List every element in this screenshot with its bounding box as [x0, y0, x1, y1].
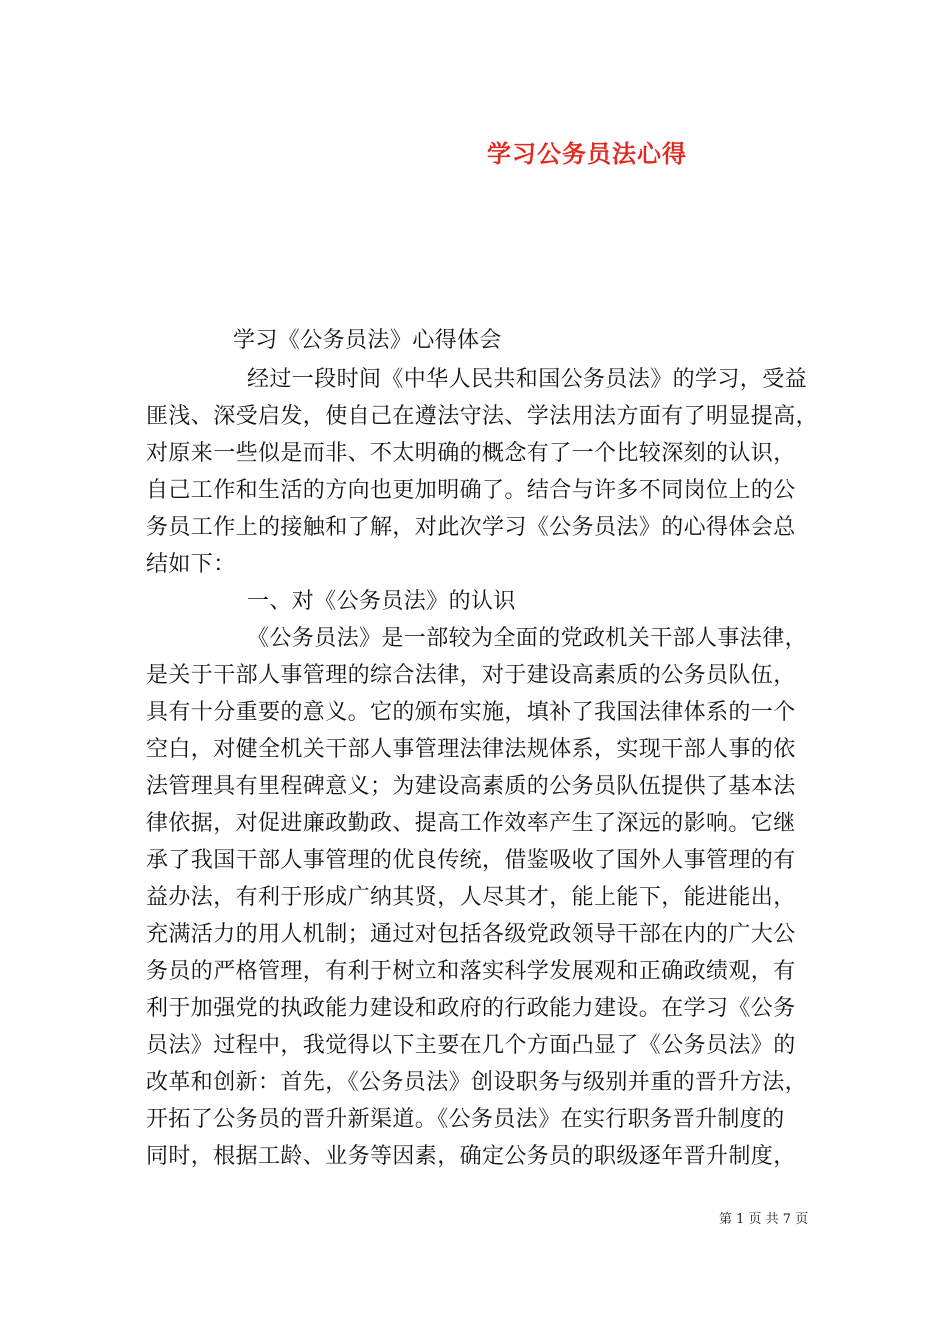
paragraph-line: 员法》过程中，我觉得以下主要在几个方面凸显了《公务员法》的 [146, 1033, 796, 1058]
paragraph-line: 空白，对健全机关干部人事管理法律法规体系，实现干部人事的依 [146, 737, 796, 762]
page-number: 第 1 页 共 7 页 [719, 1212, 809, 1227]
paragraph-line: 法管理具有里程碑意义；为建设高素质的公务员队伍提供了基本法 [146, 774, 796, 799]
paragraph-line: 务员的严格管理，有利于树立和落实科学发展观和正确政绩观，有 [146, 959, 796, 984]
paragraph-line: 改革和创新：首先，《公务员法》创设职务与级别并重的晋升方法， [146, 1070, 808, 1095]
paragraph-line: 律依据，对促进廉政勤政、提高工作效率产生了深远的影响。它继 [146, 811, 796, 836]
paragraph-line: 开拓了公务员的晋升新渠道。《公务员法》在实行职务晋升制度的 [146, 1107, 785, 1132]
paragraph-line: 结如下： [146, 552, 236, 577]
section-heading: 一、对《公务员法》的认识 [247, 589, 516, 614]
document-title: 学习公务员法心得 [487, 139, 687, 168]
paragraph-line: 经过一段时间《中华人民共和国公务员法》的学习，受益 [247, 367, 808, 392]
paragraph-line: 《公务员法》是一部较为全面的党政机关干部人事法律， [247, 626, 808, 651]
paragraph-line: 匪浅、深受启发，使自己在遵法守法、学法用法方面有了明显提高， [146, 404, 819, 429]
paragraph-line: 务员工作上的接触和了解，对此次学习《公务员法》的心得体会总 [146, 515, 796, 540]
paragraph-line: 对原来一些似是而非、不太明确的概念有了一个比较深刻的认识， [146, 441, 796, 466]
paragraph-line: 益办法，有利于形成广纳其贤，人尽其才，能上能下，能进能出， [146, 885, 796, 910]
paragraph-line: 承了我国干部人事管理的优良传统，借鉴吸收了国外人事管理的有 [146, 848, 796, 873]
paragraph-line: 充满活力的用人机制；通过对包括各级党政领导干部在内的广大公 [146, 922, 796, 947]
document-subtitle: 学习《公务员法》心得体会 [233, 328, 502, 353]
paragraph-line: 是关于干部人事管理的综合法律，对于建设高素质的公务员队伍， [146, 663, 796, 688]
paragraph-line: 同时，根据工龄、业务等因素，确定公务员的职级逐年晋升制度， [146, 1144, 796, 1169]
paragraph-line: 利于加强党的执政能力建设和政府的行政能力建设。在学习《公务 [146, 996, 796, 1021]
paragraph-line: 具有十分重要的意义。它的颁布实施，填补了我国法律体系的一个 [146, 700, 796, 725]
paragraph-line: 自己工作和生活的方向也更加明确了。结合与许多不同岗位上的公 [146, 478, 796, 503]
